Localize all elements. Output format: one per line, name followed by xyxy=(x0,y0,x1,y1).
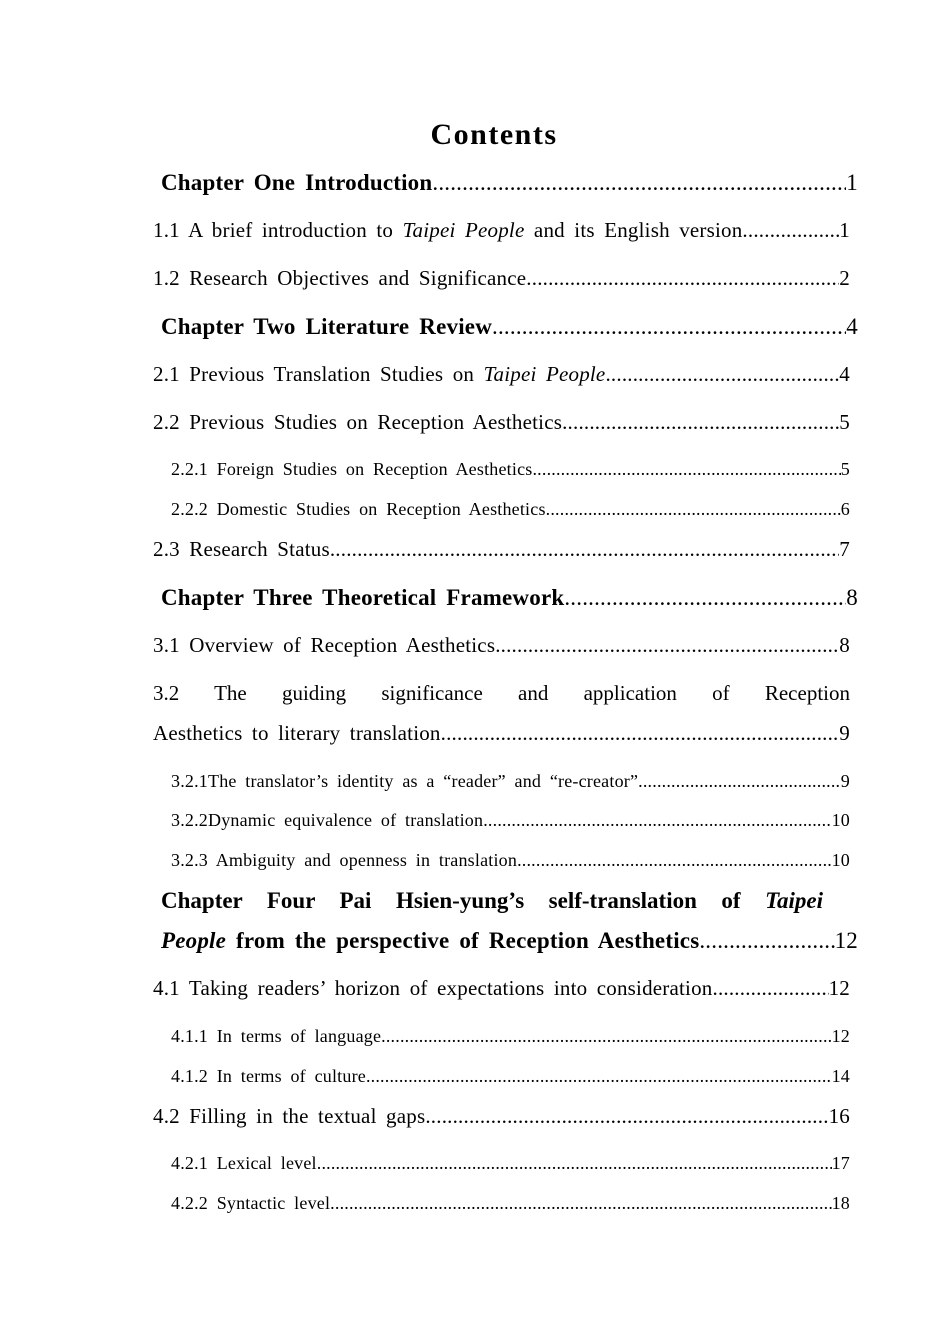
dot-leader xyxy=(330,537,839,562)
toc-entry-2-3[interactable] xyxy=(153,537,850,562)
toc-page-number: 9 xyxy=(840,771,850,791)
toc-entry-2-1[interactable] xyxy=(153,362,850,387)
toc-page-number: 1 xyxy=(846,170,858,195)
toc-page-number: 17 xyxy=(831,1153,850,1173)
toc-page-number: 10 xyxy=(831,810,850,830)
book-title: Taipei People xyxy=(402,218,525,242)
toc-entry-title: 3.2.3 Ambiguity and openness in translation xyxy=(171,850,518,870)
toc-page-number: 10 xyxy=(831,850,850,870)
toc-page-number: 14 xyxy=(831,1066,850,1086)
page-title: Contents xyxy=(430,118,558,151)
toc-entry-title: 4.1.2 In terms of culture xyxy=(171,1066,366,1086)
dot-leader xyxy=(317,1153,832,1174)
toc-page-number: 18 xyxy=(831,1193,850,1213)
toc-page-number: 9 xyxy=(839,721,850,745)
toc-entry-title: 4.1 Taking readers’ horizon of expectations into consideration. xyxy=(153,976,718,1000)
toc-entry-3-2-1[interactable] xyxy=(171,771,850,792)
toc-entry-4-2[interactable] xyxy=(153,1104,850,1129)
toc-entry-title: Chapter Three Theoretical Framework xyxy=(161,585,565,610)
toc-entry-chapter-three[interactable] xyxy=(153,585,858,611)
toc-entry-3-2-3[interactable] xyxy=(171,850,850,871)
toc-entry-title: 3.1 Overview of Reception Aesthetics xyxy=(153,633,496,657)
toc-entry-chapter-four-line2[interactable] xyxy=(153,928,858,954)
toc-entry-2-2-1[interactable] xyxy=(171,459,850,480)
dot-leader xyxy=(330,1193,831,1214)
toc-entry-title: 3.2.1The translator’s identity as a “reader” and “re-creator” xyxy=(171,771,639,791)
toc-entry-title: Chapter Two Literature Review xyxy=(161,314,493,339)
book-title: People xyxy=(161,928,227,953)
dot-leader xyxy=(526,266,839,291)
toc-entry-title: 4.2 Filling in the textual gaps xyxy=(153,1104,426,1128)
toc-entry-title: 4.1.1 In terms of language xyxy=(171,1026,382,1046)
toc-entry-title: 4.2.2 Syntactic level xyxy=(171,1193,331,1213)
toc-page-number: 5 xyxy=(840,459,850,479)
toc-entry-4-2-1[interactable] xyxy=(171,1153,850,1174)
toc-page-number: 16 xyxy=(828,1104,850,1128)
toc-page-number: 6 xyxy=(840,499,850,519)
toc-entry-3-2-line1[interactable]: 3.2 The guiding significance and application of Reception xyxy=(153,681,850,705)
toc-page-number: 12 xyxy=(831,1026,850,1046)
dot-leader xyxy=(564,585,846,611)
dot-leader xyxy=(638,771,841,792)
toc-page-number: 8 xyxy=(839,633,850,657)
toc-entry-4-1-2[interactable] xyxy=(171,1066,850,1087)
dot-leader xyxy=(517,850,832,871)
dot-leader xyxy=(546,499,841,520)
dot-leader xyxy=(441,721,840,746)
toc-entry-title: 1.2 Research Objectives and Significance xyxy=(153,266,527,290)
book-title: Taipei People xyxy=(483,362,606,386)
toc-entry-chapter-two[interactable] xyxy=(153,314,858,340)
dot-leader xyxy=(483,810,831,831)
toc-entry-3-1[interactable] xyxy=(153,633,850,658)
dot-leader xyxy=(718,976,829,1001)
toc-entry-3-2-2[interactable] xyxy=(171,810,850,831)
toc-page-number: 7 xyxy=(839,537,850,561)
toc-entry-title: 2.2.1 Foreign Studies on Reception Aesthetics xyxy=(171,459,533,479)
toc-entry-chapter-four-line1[interactable]: Chapter Four Pai Hsien-yung’s self-translation of Taipei xyxy=(161,888,823,913)
toc-entry-4-2-2[interactable] xyxy=(171,1193,850,1214)
toc-entry-title: 1.1 A brief introduction to Taipei People and its English version. xyxy=(153,218,748,242)
toc-entry-4-1[interactable] xyxy=(153,976,850,1001)
dot-leader xyxy=(495,633,839,658)
toc-entry-3-2-line2[interactable] xyxy=(153,721,850,746)
toc-page-number: 12 xyxy=(834,928,858,953)
toc-entry-title: 2.2 Previous Studies on Reception Aesthetics xyxy=(153,410,563,434)
toc-entry-title: 4.2.1 Lexical level xyxy=(171,1153,317,1173)
toc-entry-title: 2.3 Research Status xyxy=(153,537,330,561)
dot-leader xyxy=(425,1104,828,1129)
toc-page-number: 4 xyxy=(846,314,858,339)
toc-entry-2-2-2[interactable] xyxy=(171,499,850,520)
toc-entry-1-2[interactable] xyxy=(153,266,850,291)
toc-entry-title: 2.1 Previous Translation Studies on Taipei People xyxy=(153,362,606,386)
toc-entry-title: 2.2.2 Domestic Studies on Reception Aesthetics xyxy=(171,499,546,519)
dot-leader xyxy=(562,410,839,435)
dot-leader xyxy=(366,1066,832,1087)
dot-leader xyxy=(532,459,840,480)
dot-leader xyxy=(605,362,839,387)
toc-page-number: 12 xyxy=(828,976,850,1000)
toc-entry-title: 3.2.2Dynamic equivalence of translation xyxy=(171,810,484,830)
toc-entry-2-2[interactable] xyxy=(153,410,850,435)
toc-page-number: 5 xyxy=(839,410,850,434)
dot-leader xyxy=(381,1026,831,1047)
toc-page-number: 1 xyxy=(839,218,850,242)
toc-entry-chapter-one[interactable] xyxy=(153,170,858,196)
dot-leader xyxy=(432,170,846,196)
dot-leader xyxy=(748,218,839,243)
dot-leader xyxy=(699,928,834,954)
toc-entry-4-1-1[interactable] xyxy=(171,1026,850,1047)
toc-page-number: 2 xyxy=(839,266,850,290)
toc-page-number: 4 xyxy=(839,362,850,386)
toc-page-number: 8 xyxy=(846,585,858,610)
toc-entry-1-1[interactable] xyxy=(153,218,850,243)
toc-entry-title: People from the perspective of Reception Aesthetics xyxy=(161,928,700,953)
book-title: Taipei xyxy=(765,888,823,913)
dot-leader xyxy=(492,314,846,340)
toc-entry-title: Chapter One Introduction xyxy=(161,170,433,195)
toc-entry-title: Aesthetics to literary translation xyxy=(153,721,441,745)
